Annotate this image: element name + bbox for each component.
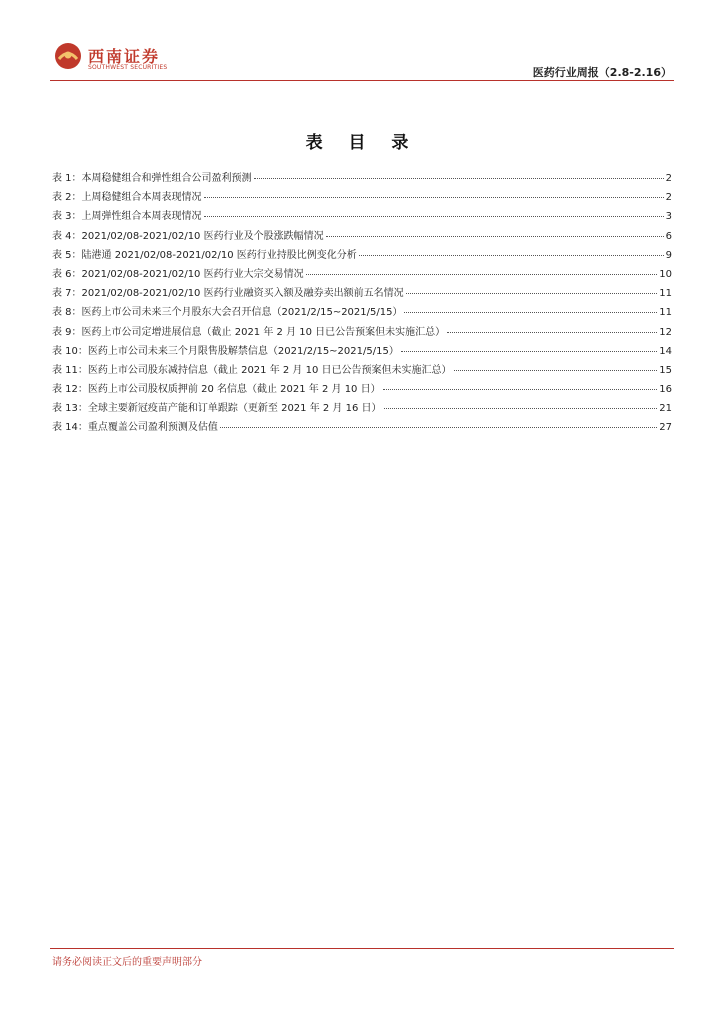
- toc-entry[interactable]: [52, 246, 672, 265]
- toc-entry-page: 6: [665, 230, 672, 242]
- toc-entry-page: 27: [659, 422, 672, 434]
- toc-entry[interactable]: [52, 188, 672, 207]
- toc-entry-page: 9: [665, 249, 672, 261]
- logo-chinese-name: 西南证券: [88, 47, 161, 66]
- toc-dot-leader: [254, 178, 664, 179]
- toc-entry-page: 10: [659, 268, 672, 280]
- toc-dot-leader: [454, 370, 658, 371]
- toc-entry-label: 表 4：2021/02/08-2021/02/10 医药行业及个股涨跌幅情况: [52, 230, 324, 242]
- toc-entry-page: 2: [665, 173, 672, 184]
- toc-entry[interactable]: [52, 227, 672, 246]
- toc-entry-label: 表 13：全球主要新冠疫苗产能和订单跟踪（更新至 2021 年 2 月 16 日）: [52, 403, 382, 415]
- toc-dot-leader: [384, 408, 658, 409]
- page-heading: 表 目 录: [305, 133, 419, 153]
- toc-entry[interactable]: [52, 418, 672, 437]
- toc-entry[interactable]: [52, 399, 672, 418]
- table-of-contents: [52, 169, 672, 438]
- toc-entry[interactable]: [52, 323, 672, 342]
- header-divider: [50, 80, 674, 81]
- page-header: [50, 38, 674, 78]
- toc-entry-label: 表 11：医药上市公司股东减持信息（截止 2021 年 2 月 10 日已公告预案但未实施汇总）: [52, 364, 452, 376]
- toc-dot-leader: [359, 255, 664, 256]
- toc-entry-label: 表 2：上周稳健组合本周表现情况: [52, 192, 202, 204]
- toc-dot-leader: [401, 351, 657, 352]
- toc-entry-page: 16: [659, 384, 672, 396]
- footer-disclaimer: 请务必阅读正文后的重要声明部分: [52, 957, 202, 968]
- toc-entry-page: 12: [659, 326, 672, 338]
- toc-entry-page: 2: [665, 192, 672, 204]
- toc-entry[interactable]: [52, 284, 672, 303]
- toc-entry-label: 表 8：医药上市公司未来三个月股东大会召开信息（2021/2/15~2021/5/15）: [52, 307, 403, 319]
- toc-entry[interactable]: [52, 361, 672, 380]
- logo-english-name: SOUTHWEST SECURITIES: [88, 64, 168, 71]
- toc-entry-page: 3: [665, 211, 672, 223]
- toc-dot-leader: [306, 274, 658, 275]
- toc-dot-leader: [383, 389, 658, 390]
- toc-entry-label: 表 6：2021/02/08-2021/02/10 医药行业大宗交易情况: [52, 268, 304, 280]
- toc-entry-page: 11: [659, 288, 672, 300]
- report-title: 医药行业周报（2.8-2.16）: [532, 66, 672, 79]
- toc-dot-leader: [326, 236, 664, 237]
- toc-dot-leader: [204, 216, 664, 217]
- toc-entry[interactable]: [52, 265, 672, 284]
- toc-dot-leader: [204, 197, 664, 198]
- toc-entry-label: 表 5：陆港通 2021/02/08-2021/02/10 医药行业持股比例变化分析: [52, 249, 357, 261]
- toc-entry-label: 表 12：医药上市公司股权质押前 20 名信息（截止 2021 年 2 月 10 日）: [52, 384, 381, 396]
- toc-entry-label: 表 3：上周弹性组合本周表现情况: [52, 211, 202, 223]
- toc-entry-label: 表 14：重点覆盖公司盈利预测及估值: [52, 422, 218, 434]
- footer-divider: [50, 948, 674, 949]
- toc-dot-leader: [404, 312, 657, 313]
- toc-entry[interactable]: [52, 342, 672, 361]
- toc-entry[interactable]: [52, 380, 672, 399]
- toc-entry-label: 表 9：医药上市公司定增进展信息（截止 2021 年 2 月 10 日已公告预案但未实施汇总）: [52, 326, 446, 338]
- toc-entry[interactable]: [52, 169, 672, 188]
- toc-entry-label: 表 10：医药上市公司未来三个月限售股解禁信息（2021/2/15~2021/5/15）: [52, 345, 399, 357]
- toc-entry[interactable]: [52, 207, 672, 226]
- toc-entry-label: 表 7：2021/02/08-2021/02/10 医药行业融资买入额及融券卖出额前五名情况: [52, 288, 404, 300]
- toc-dot-leader: [447, 332, 657, 333]
- toc-dot-leader: [220, 427, 657, 428]
- toc-entry-page: 11: [659, 307, 672, 319]
- toc-entry[interactable]: [52, 303, 672, 322]
- brand-logo: [54, 42, 204, 76]
- logo-mark-icon: [54, 42, 82, 70]
- toc-entry-label: 表 1：本周稳健组合和弹性组合公司盈利预测: [52, 173, 252, 184]
- toc-entry-page: 15: [659, 364, 672, 376]
- toc-entry-page: 21: [659, 403, 672, 415]
- toc-entry-page: 14: [659, 345, 672, 357]
- toc-dot-leader: [406, 293, 658, 294]
